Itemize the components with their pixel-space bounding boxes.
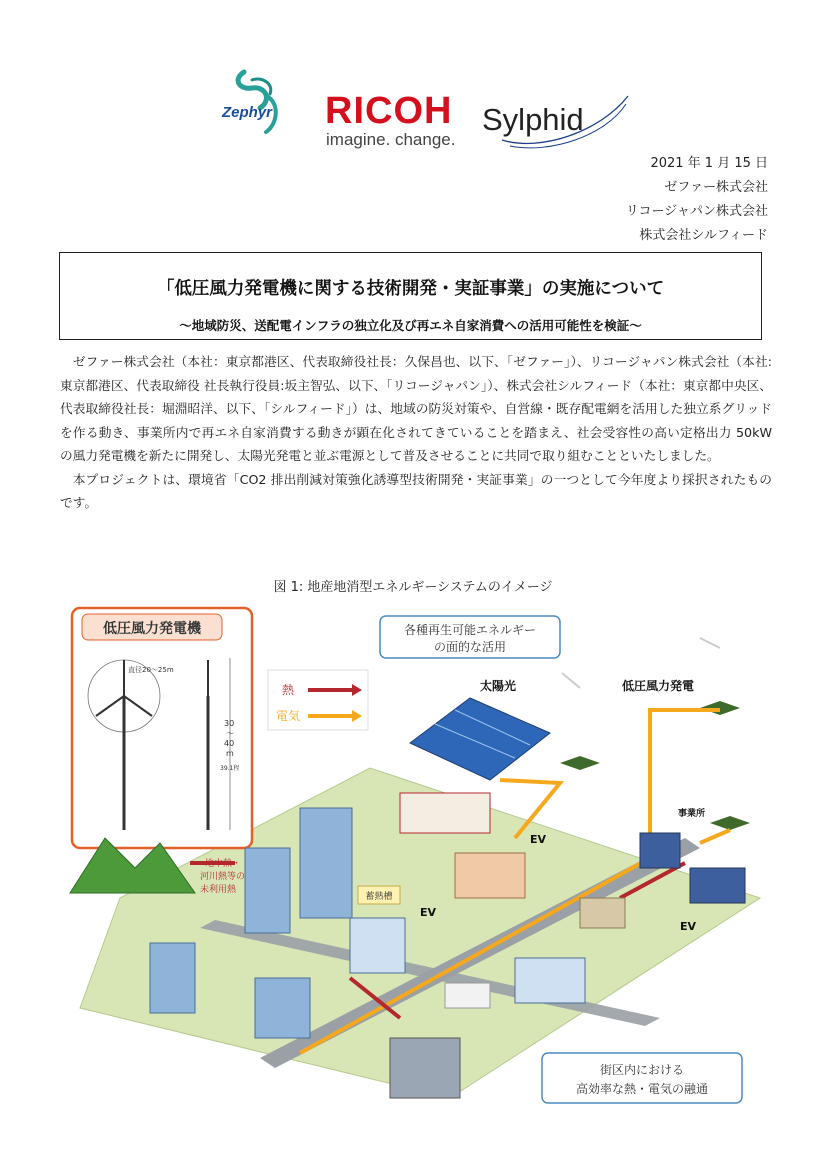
turbine-base-1 <box>560 756 600 770</box>
page-subtitle: ～地域防災、送配電インフラの独立化及び再エネ自家消費への活用可能性を検証～ <box>179 318 642 333</box>
paragraph-2: 本プロジェクトは、環境省「CO2 排出削減対策強化誘導型技術開発・実証事業」の一つとして今年度より採択されたものです。 <box>60 471 772 510</box>
wind-label: 低圧風力発電 <box>621 679 695 693</box>
height-label-3: 40 <box>224 739 235 748</box>
tower-building-3 <box>150 943 195 1013</box>
rotor-label: 直径20～25m <box>128 666 174 674</box>
callout-bottom-line2: 高効率な熱・電気の融通 <box>575 1082 709 1096</box>
title-box <box>59 252 762 340</box>
heat-storage-label: 蓄熱槽 <box>365 892 393 902</box>
ev-label-3: EV <box>680 920 697 933</box>
height-label-2: ～ <box>226 729 234 738</box>
legend-power-label: 電気 <box>276 709 301 723</box>
company-sylphid: 株式会社シルフィード <box>639 228 768 243</box>
zephyr-logo <box>222 66 292 136</box>
energy-system-illustration <box>60 598 773 1118</box>
sylphid-swoosh <box>500 92 630 152</box>
geo-label-2: 河川熱等の <box>200 872 246 882</box>
solar-label: 太陽光 <box>479 679 517 693</box>
ricoh-wordmark: RICOH <box>325 90 453 132</box>
height-label-1: 30 <box>224 719 235 728</box>
tower-building-2 <box>245 848 290 933</box>
turbine-box <box>72 608 252 848</box>
warehouse <box>580 898 625 928</box>
tower-building-4 <box>255 978 310 1038</box>
callout-bottom-line1: 街区内における <box>599 1063 685 1077</box>
hospital <box>515 958 585 1003</box>
turbine-right-1-blade <box>562 673 580 688</box>
greenhouse <box>445 983 490 1008</box>
office-label: 事業所 <box>678 809 706 819</box>
zephyr-wordmark: Zephyr <box>222 104 273 121</box>
ev-label-2: EV <box>420 906 437 919</box>
power-line-office <box>700 830 730 843</box>
turbine-base-3 <box>710 816 750 830</box>
turbine-right-2-blade <box>700 638 720 648</box>
mid-building <box>350 918 405 973</box>
factory <box>690 868 745 903</box>
apartment <box>455 853 525 898</box>
height-label-5: 39.1程 <box>220 765 240 772</box>
body-text <box>60 350 772 515</box>
legend-heat-label: 熱 <box>282 683 295 697</box>
ev-label-1: EV <box>530 833 547 846</box>
company-ricoh-japan: リコージャパン株式会社 <box>625 204 768 219</box>
callout-top-line2: の面的な活用 <box>433 640 507 654</box>
ricoh-tagline: imagine. change. <box>326 130 456 149</box>
callout-top-line1: 各種再生可能エネルギー <box>403 623 537 637</box>
geo-label-3: 未利用熱 <box>200 885 237 895</box>
page-title: 「低圧風力発電機に関する技術開発・実証事業」の実施について <box>156 279 665 299</box>
turbine-box-title: 低圧風力発電機 <box>103 621 201 637</box>
solar-array <box>410 698 550 780</box>
date: 2021 年 1 月 15 日 <box>650 156 768 171</box>
office-building <box>640 833 680 868</box>
logo-bar <box>0 62 826 162</box>
tower-building-1 <box>300 808 352 918</box>
figure-caption: 図 1: 地産地消型エネルギーシステムのイメージ <box>273 580 553 595</box>
houses <box>400 793 490 833</box>
paragraph-1: ゼファー株式会社（本社：東京都港区、代表取締役社長：久保昌也、以下、「ゼファー」）、リコージャパン株式会社（本社:東京都港区、代表取締役 社長執行役員:坂主智弘、以下、「リコージャパン」）、株式会社シルフィード（本社：東京都中央区、代表取締役社長：堀淵昭洋、以下、「シルフィード」）は、地域の防災対策や、自営線・既存配電網を活用した独立系グリッドを作る動き、事業所内で再エネ自家消費する動きが顕在化されてきていることを踏まえ、社会受容性の高い定格出力 50kW の風力発電機を新たに開発し、太陽光発電と並ぶ電源として普及させることに共同で取り組むことといたしました。 <box>60 354 772 463</box>
document-meta <box>626 152 768 248</box>
plant <box>390 1038 460 1098</box>
height-label-4: m <box>226 749 234 758</box>
geo-label-1: 地中熱・ <box>205 859 242 869</box>
sylphid-text: Sylphid <box>482 102 584 137</box>
company-zephyr: ゼファー株式会社 <box>664 180 768 195</box>
